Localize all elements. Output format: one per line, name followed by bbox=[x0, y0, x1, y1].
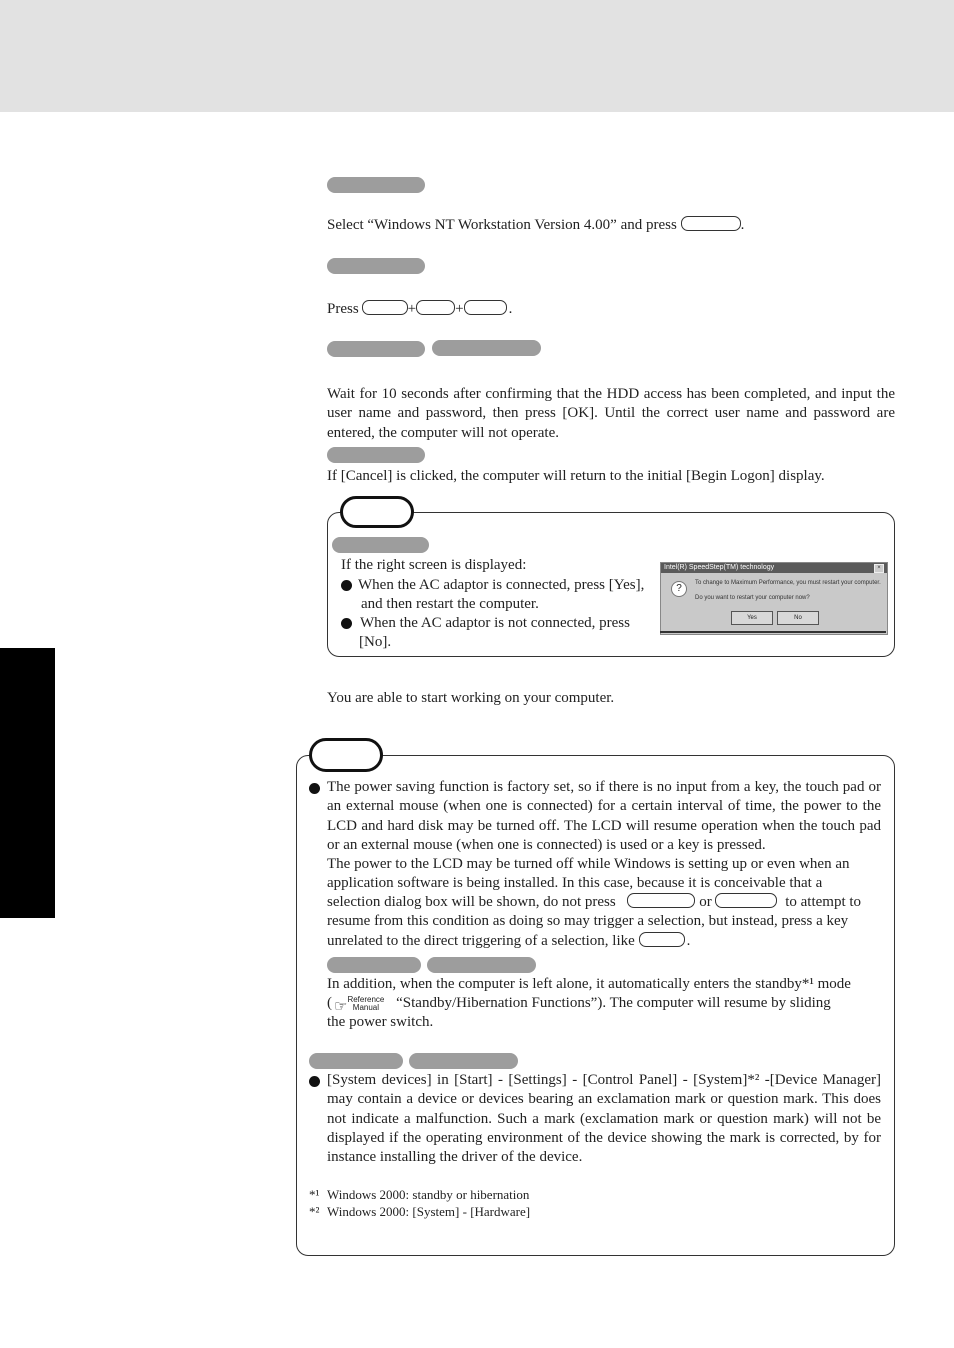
speedstep-dialog-screenshot bbox=[660, 562, 888, 635]
note-bullet-1b: and then restart the computer. bbox=[361, 596, 539, 612]
ready-text: You are able to start working on your computer. bbox=[327, 690, 615, 706]
dialog-yes-button: Yes bbox=[731, 611, 773, 625]
note-bullet-2b: [No]. bbox=[359, 634, 392, 650]
dialog-message-1: To change to Maximum Performance, you must restart your computer. bbox=[695, 580, 881, 586]
dialog-message-2: Do you want to restart your computer now? bbox=[695, 595, 810, 601]
footnote-2-text: Windows 2000: [System] - [Hardware] bbox=[327, 1204, 531, 1219]
note-intro: If the right screen is displayed: bbox=[341, 557, 527, 573]
step-select-os-end: . bbox=[740, 217, 745, 233]
logon-instructions: Wait for 10 seconds after confirming that the HDD access has been completed, and input the user name and password, then press [OK]. Until the correct user name and password are entered, the computer will not operate. bbox=[327, 386, 895, 441]
standby-line-1: In addition, when the computer is left alone, it automatically enters the standby*¹ mode bbox=[327, 976, 851, 992]
bullet bbox=[341, 618, 352, 629]
ref-top: Reference bbox=[347, 995, 385, 1004]
power-lcd-line-3 bbox=[327, 893, 861, 913]
note-tab bbox=[309, 738, 383, 772]
os-label-note bbox=[332, 537, 429, 553]
plus-sign: + bbox=[455, 301, 464, 317]
step-select-os bbox=[327, 216, 744, 236]
note-bullet-1a: When the AC adaptor is connected, press [Yes], bbox=[358, 577, 645, 593]
ref-bottom: Manual bbox=[352, 1003, 380, 1012]
os-label-f bbox=[309, 1053, 403, 1069]
plus-sign: + bbox=[407, 301, 417, 317]
note-bullet-2a: When the AC adaptor is not connected, press bbox=[360, 615, 630, 631]
shift-key bbox=[639, 932, 685, 947]
power-lcd-line-1: The power to the LCD may be turned off while Windows is setting up or even when an bbox=[327, 856, 850, 872]
step-select-os-text: Select “Windows NT Workstation Version 4.00” and press bbox=[327, 217, 677, 233]
os-label-g bbox=[409, 1053, 518, 1069]
reference-manual-label bbox=[347, 996, 384, 1012]
step-press-keys bbox=[327, 300, 512, 320]
or-word: or bbox=[699, 894, 712, 910]
ctrl-key bbox=[362, 300, 408, 315]
power-lcd-line-5a: unrelated to the direct triggering of a selection, like bbox=[327, 933, 635, 949]
alt-key bbox=[416, 300, 455, 315]
power-lcd-line-2: application software is being installed. In this case, because it is conceivable that a bbox=[327, 875, 823, 891]
device-manager-paragraph: [System devices] in [Start] - [Settings] - [Control Panel] - [System]*² -[Device Manager] may contain a device or devices bearing an exclamation mark or question mark. This does not indicate a malfunction. Such a mark (exclamation mark or question mark) will not be displayed if the operating environment of the device showing the mark is corrected, by for instance installing the driver of the device. bbox=[327, 1072, 881, 1166]
os-label-e bbox=[427, 957, 536, 973]
footnote-2-mark: *² bbox=[309, 1204, 320, 1219]
space-key bbox=[715, 893, 777, 908]
standby-line-3: the power switch. bbox=[327, 1014, 434, 1030]
side-chapter-tab bbox=[0, 648, 55, 918]
os-label-c bbox=[327, 447, 425, 463]
paren-open: ( bbox=[327, 995, 332, 1011]
power-saving-paragraph: The power saving function is factory set, so if there is no input from a key, the touch pad or an external mouse (when one is connected) for a certain interval of time, the power to the LCD and hard disk may be turned off. The LCD will resume operation when the touch pad or an external mouse (when one is connected) is used or a key is pressed. bbox=[327, 779, 881, 853]
question-icon: ? bbox=[671, 581, 687, 597]
period: . bbox=[508, 301, 513, 317]
os-label-windows-nt-2 bbox=[327, 258, 425, 274]
dialog-no-button: No bbox=[777, 611, 819, 625]
standby-line-2-rest: “Standby/Hibernation Functions”). The computer will resume by sliding bbox=[396, 995, 831, 1011]
footnote-1-text: Windows 2000: standby or hibernation bbox=[327, 1187, 530, 1202]
press-label: Press bbox=[327, 301, 359, 317]
power-lcd-line-3a: selection dialog box will be shown, do not press bbox=[327, 894, 616, 910]
bullet bbox=[341, 580, 352, 591]
cancel-note: If [Cancel] is clicked, the computer will return to the initial [Begin Logon] display. bbox=[327, 468, 825, 484]
os-label-b bbox=[432, 340, 541, 356]
enter-key bbox=[681, 216, 741, 231]
note-tab bbox=[340, 496, 414, 528]
os-label-a bbox=[327, 341, 425, 357]
del-key bbox=[464, 300, 507, 315]
power-lcd-line-3b: to attempt to bbox=[785, 894, 862, 910]
dialog-shadow bbox=[660, 631, 886, 633]
footnote-1-mark: *¹ bbox=[309, 1187, 320, 1202]
os-label-d bbox=[327, 957, 421, 973]
os-label-windows-nt bbox=[327, 177, 425, 193]
pointing-hand-icon: ☞ bbox=[334, 999, 348, 1015]
power-lcd-line-5 bbox=[327, 932, 690, 952]
close-icon: × bbox=[874, 564, 884, 573]
enter-key bbox=[627, 893, 695, 908]
bullet bbox=[309, 1076, 320, 1087]
bullet bbox=[309, 783, 320, 794]
dialog-title: Intel(R) SpeedStep(TM) technology bbox=[661, 563, 887, 573]
power-lcd-line-4: resume from this condition as doing so may trigger a selection, but instead, press a key bbox=[327, 913, 849, 929]
header-band bbox=[0, 0, 954, 112]
period: . bbox=[686, 933, 691, 949]
